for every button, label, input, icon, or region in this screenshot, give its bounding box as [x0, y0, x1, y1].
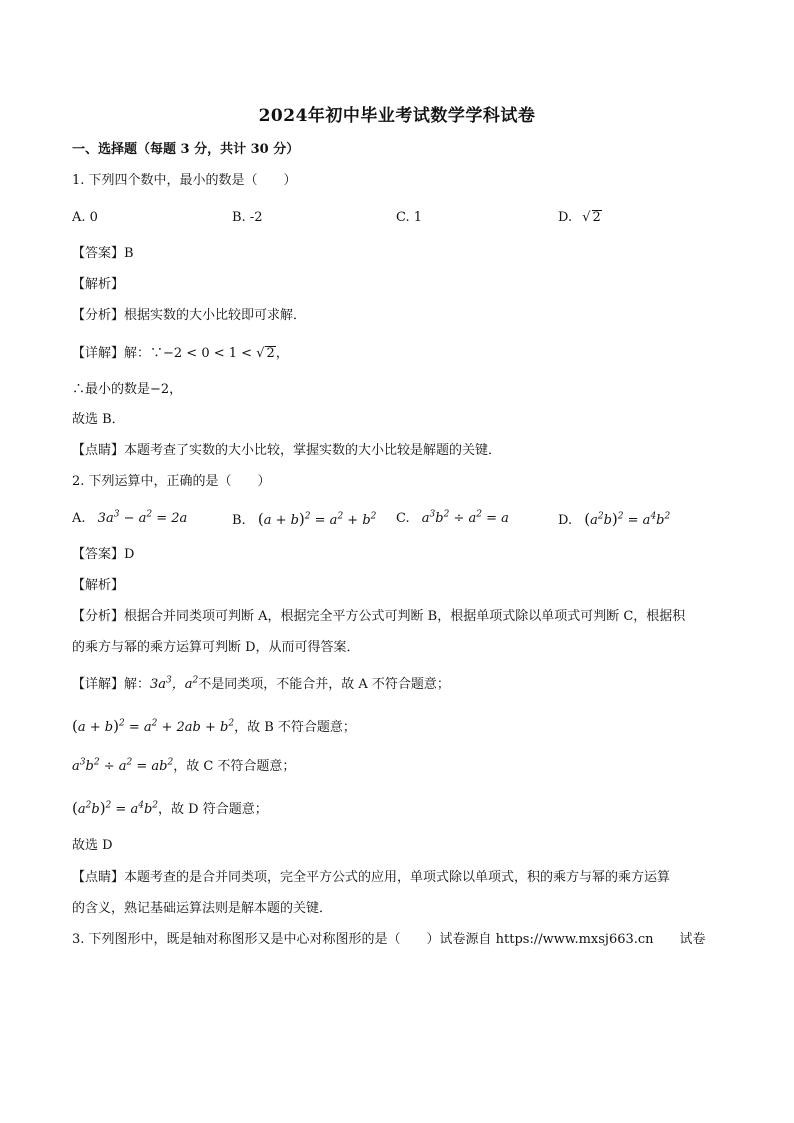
q1-option-a: A. 0 — [72, 210, 98, 225]
q2-xiangjie-prefix: 【详解】解： — [72, 677, 151, 692]
q2-choose: 故选 D — [72, 838, 113, 853]
q2-stem: 2. 下列运算中，正确的是（ ） — [72, 474, 271, 489]
sqrt-icon: √ 2 — [256, 346, 275, 361]
q1-xiangjie-text: 【详解】解：∵−2 < 0 < 1 < — [72, 346, 253, 361]
q2-option-b-math: $(a + b)^2 = a^2 + b^2$ — [257, 510, 377, 528]
q2-line-b-math: $(a + b)^2 = a^2 + 2ab + b^2$ — [72, 717, 235, 735]
q2-line-c-math: $a^3b^2 \div a^2 = ab^2$ — [72, 757, 174, 774]
q1-xiangjie-radicand: 2 — [266, 346, 275, 361]
q1-therefore: ∴最小的数是−2， — [72, 382, 183, 397]
q1-option-b: B. -2 — [232, 210, 263, 225]
q2-option-a — [72, 509, 187, 529]
q2-xiangjie-a-text: 不是同类项，不能合并，故 A 不符合题意； — [198, 677, 450, 692]
q2-dianjing-line2: 的含义，熟记基础运算法则是解本题的关键． — [72, 901, 333, 916]
q1-answer: 【答案】B — [72, 246, 134, 261]
q1-option-d — [558, 208, 602, 228]
q2-line-b-text: ，故 B 不符合题意； — [234, 720, 356, 735]
q1-option-c: C. 1 — [396, 210, 423, 225]
q1-xiangjie-suffix: ， — [275, 346, 289, 361]
q1-jiexi: 【解析】 — [72, 277, 125, 292]
q2-xiangjie — [72, 675, 450, 695]
q2-line-c — [72, 757, 295, 777]
sqrt-icon: √ 2 — [582, 210, 601, 225]
q2-option-c — [396, 509, 509, 529]
q2-option-b-label: B. — [232, 513, 246, 528]
q1-dianjing: 【点睛】本题考查了实数的大小比较，掌握实数的大小比较是解题的关键． — [72, 443, 502, 458]
q2-option-d-label: D. — [558, 513, 573, 528]
q1-stem: 1. 下列四个数中，最小的数是（ ） — [72, 173, 297, 188]
q2-fenxi-line2: 的乘方与幂的乘方运算可判断 D，从而可得答案． — [72, 640, 360, 655]
q2-option-c-math: $a^3b^2 \div a^2 = a$ — [421, 509, 509, 526]
q1-xiangjie — [72, 344, 289, 364]
q2-line-c-text: ，故 C 不符合题意； — [173, 759, 296, 774]
q2-option-a-label: A. — [72, 511, 86, 526]
q2-jiexi: 【解析】 — [72, 578, 125, 593]
q2-option-d — [558, 509, 670, 531]
section-heading: 一、选择题（每题 3 分，共计 30 分） — [72, 142, 300, 157]
q1-choose: 故选 B． — [72, 412, 125, 427]
q2-answer: 【答案】D — [72, 547, 135, 562]
q2-fenxi-line1: 【分析】根据合并同类项可判断 A，根据完全平方公式可判断 B，根据单项式除以单项式可判断 C，根据积 — [72, 609, 686, 624]
q2-dianjing-line1: 【点睛】本题考查的是合并同类项，完全平方公式的应用，单项式除以单项式，积的乘方与幂的乘方运算 — [72, 870, 671, 885]
q2-line-b — [72, 716, 356, 738]
q1-option-d-label: D. — [558, 210, 573, 225]
q1-fenxi: 【分析】根据实数的大小比较即可求解． — [72, 308, 307, 323]
q2-option-b — [232, 509, 376, 531]
q2-line-d-math: $(a^2b)^2 = a^4b^2$ — [72, 799, 158, 817]
q2-option-a-math: $3a^3 - a^2 = 2a$ — [97, 509, 188, 526]
q1-option-d-radicand: 2 — [592, 210, 601, 225]
q2-option-c-label: C. — [396, 511, 410, 526]
page-title: 2024年初中毕业考试数学学科试卷 — [258, 106, 536, 126]
q3-stem: 3. 下列图形中，既是轴对称图形又是中心对称图形的是（ ）试卷源自 https://www.mxsj663.cn 试卷 — [72, 932, 706, 947]
q2-xiangjie-math: $3a^3$，$a^2$ — [150, 675, 199, 692]
q2-option-d-math: $(a^2b)^2 = a^4b^2$ — [584, 510, 671, 528]
q2-line-d-text: ，故 D 符合题意； — [158, 802, 268, 817]
q2-line-d — [72, 798, 268, 820]
